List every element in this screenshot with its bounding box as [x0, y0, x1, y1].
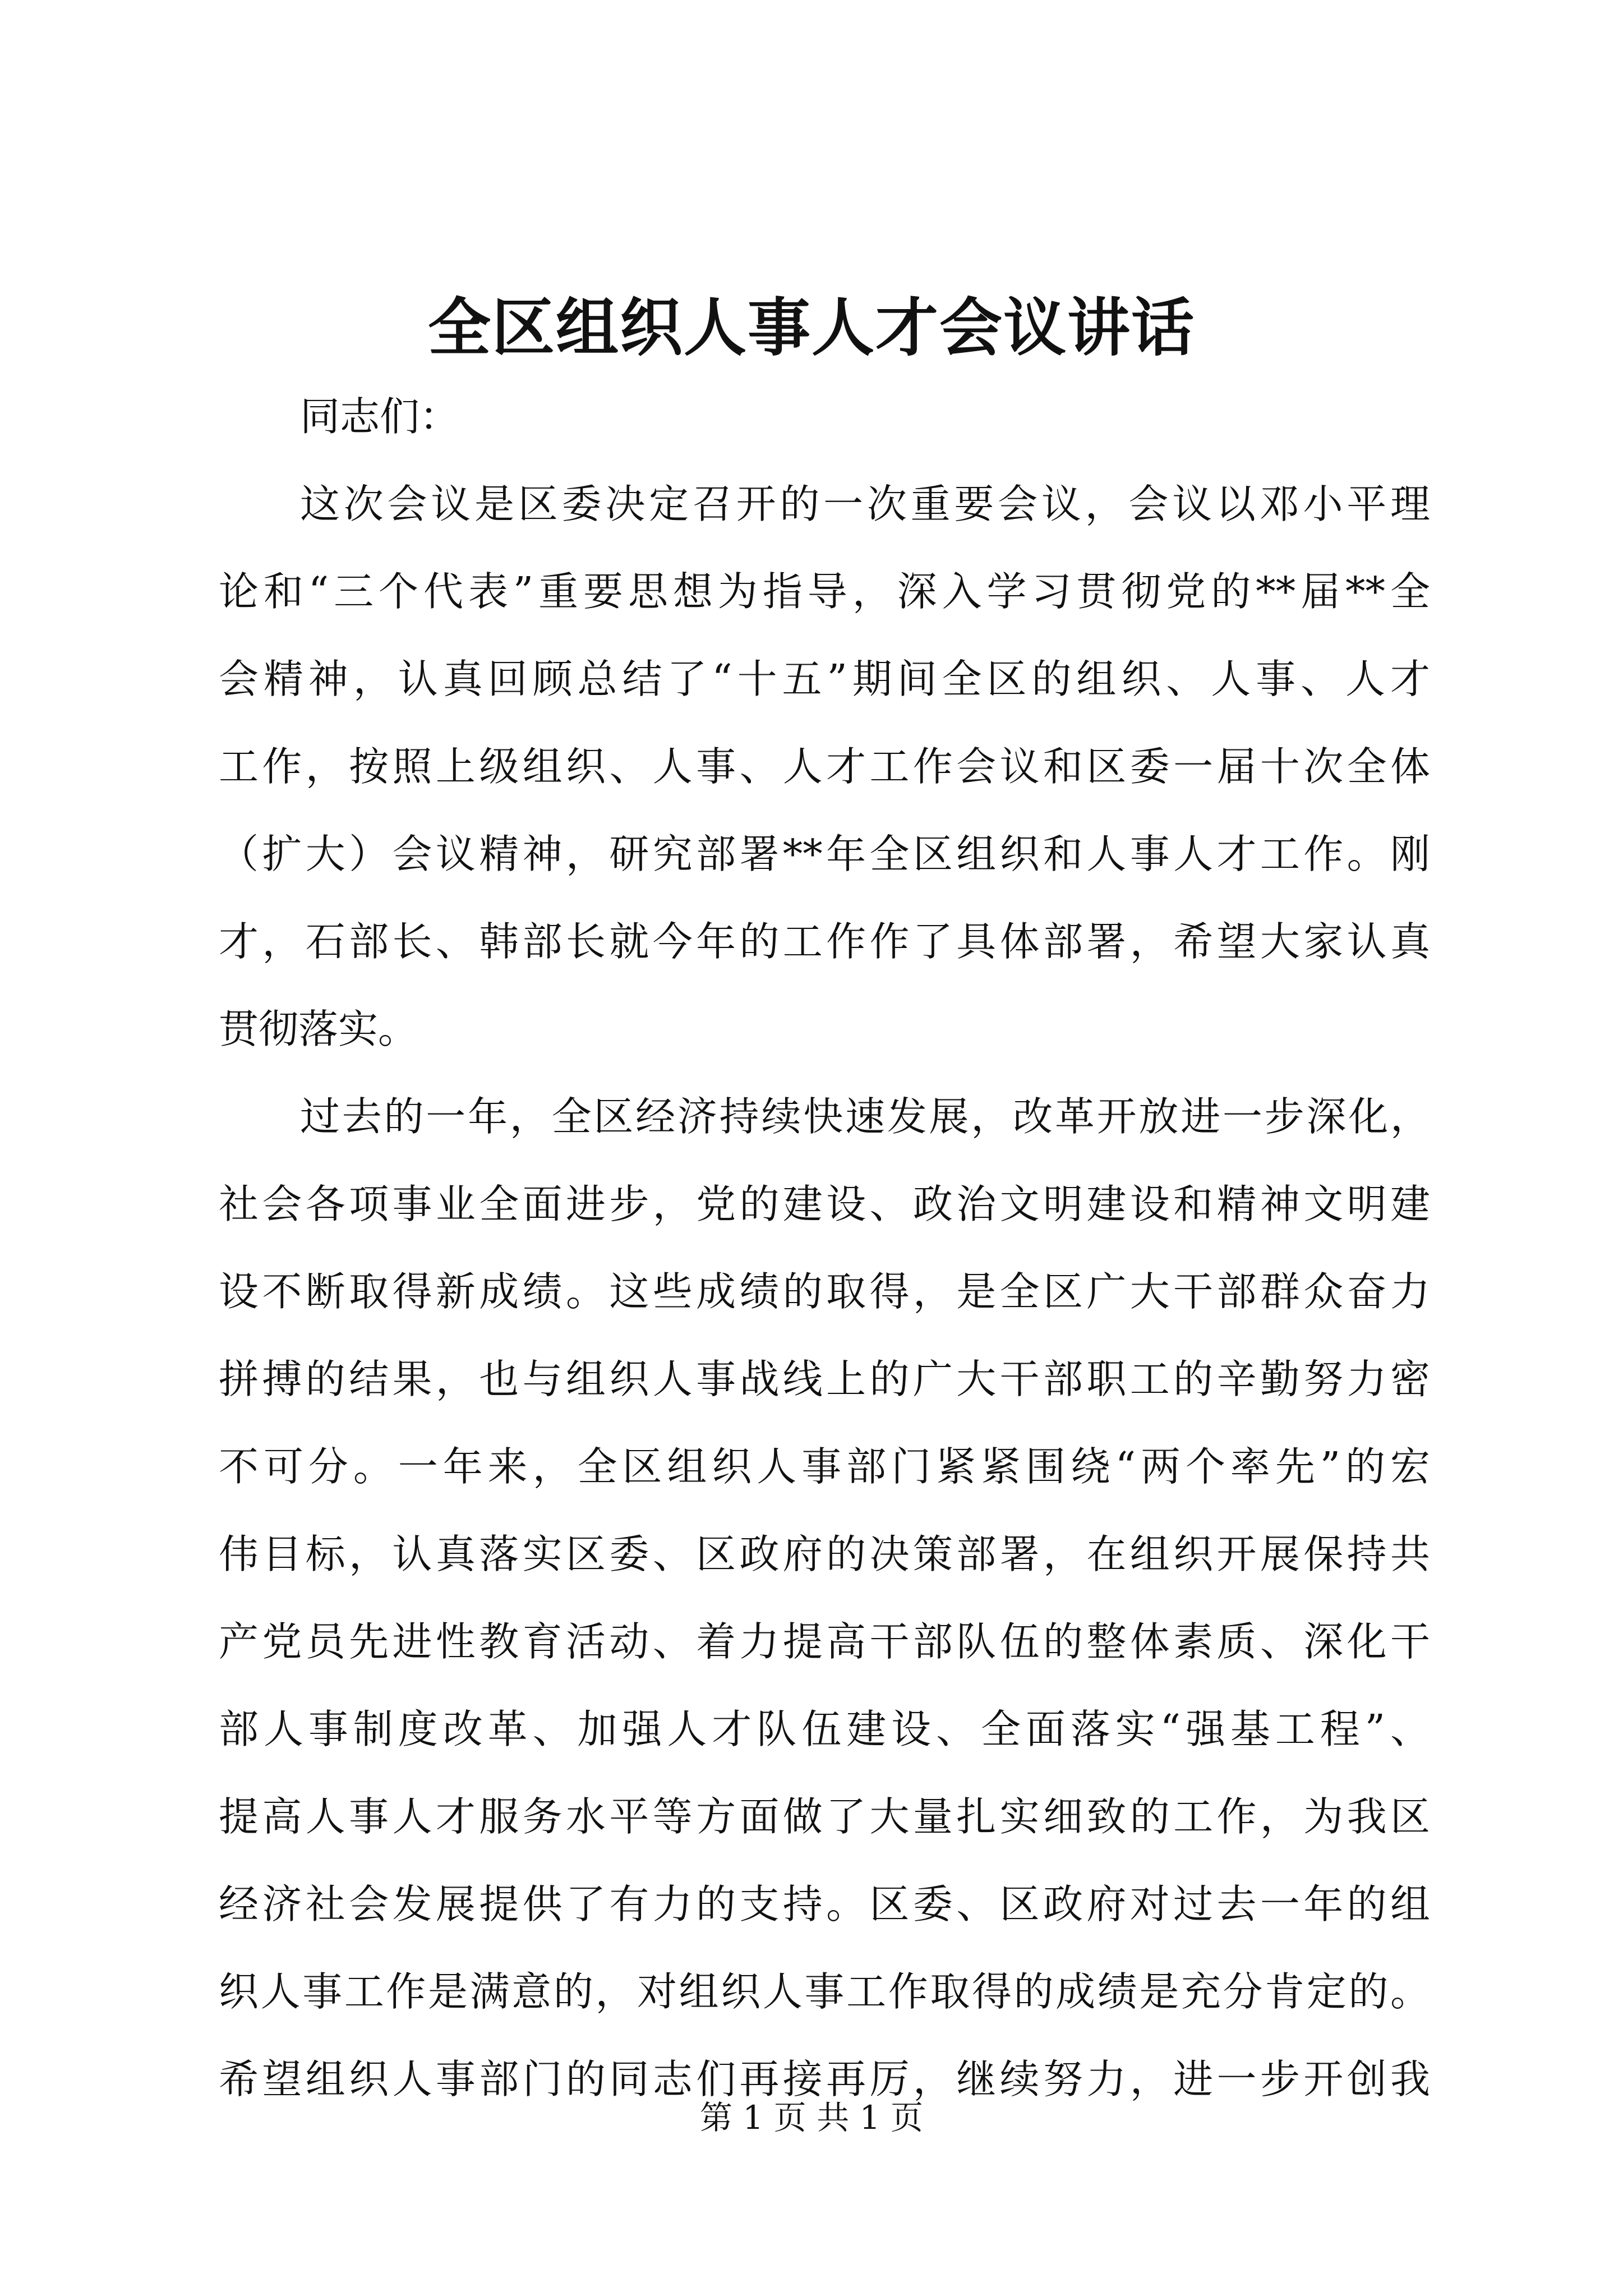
paragraph-2-line-8: 部人事制度改革、加强人才队伍建设、全面落实“强基工程”、 [219, 1706, 1430, 1752]
paragraph-2-line-5: 不可分。一年来，全区组织人事部门紧紧围绕“两个率先”的宏 [219, 1443, 1430, 1490]
paragraph-2-line-10: 经济社会发展提供了有力的支持。区委、区政府对过去一年的组 [219, 1881, 1430, 1927]
paragraph-2-line-1: 过去的一年，全区经济持续快速发展，改革开放进一步深化， [300, 1093, 1430, 1140]
paragraph-1-line-2: 论和“三个代表”重要思想为指导，深入学习贯彻党的**届**全 [219, 568, 1430, 615]
salutation-line: 同志们： [300, 393, 460, 440]
paragraph-2-line-2: 社会各项事业全面进步，党的建设、政治文明建设和精神文明建 [219, 1181, 1430, 1227]
paragraph-1-line-4: 工作，按照上级组织、人事、人才工作会议和区委一届十次全体 [219, 743, 1430, 790]
paragraph-2-line-3: 设不断取得新成绩。这些成绩的取得，是全区广大干部群众奋力 [219, 1268, 1430, 1315]
paragraph-2-line-12: 希望组织人事部门的同志们再接再厉，继续努力，进一步开创我 [219, 2056, 1430, 2102]
paragraph-1-line-6: 才，石部长、韩部长就今年的工作作了具体部署，希望大家认真 [219, 918, 1430, 965]
paragraph-2-line-7: 产党员先进性教育活动、着力提高干部队伍的整体素质、深化干 [219, 1618, 1430, 1665]
paragraph-2-line-9: 提高人事人才服务水平等方面做了大量扎实细致的工作，为我区 [219, 1793, 1430, 1840]
document-title: 全区组织人事人才会议讲话 [428, 291, 1195, 365]
paragraph-2-line-6: 伟目标，认真落实区委、区政府的决策部署，在组织开展保持共 [219, 1531, 1430, 1577]
paragraph-1-line-7: 贯彻落实。 [219, 1006, 418, 1052]
document-body [219, 373, 1430, 2123]
paragraph-1-line-3: 会精神，认真回顾总结了“十五”期间全区的组织、人事、人才 [219, 656, 1430, 702]
paragraph-2-line-11: 织人事工作是满意的，对组织人事工作取得的成绩是充分肯定的。 [219, 1968, 1430, 2015]
page-footer: 第 1 页 共 1 页 [700, 2099, 923, 2137]
paragraph-1-line-1: 这次会议是区委决定召开的一次重要会议，会议以邓小平理 [300, 481, 1430, 527]
paragraph-1-line-5: （扩大）会议精神，研究部署**年全区组织和人事人才工作。刚 [219, 831, 1430, 877]
paragraph-2-line-4: 拼搏的结果，也与组织人事战线上的广大干部职工的辛勤努力密 [219, 1356, 1430, 1402]
